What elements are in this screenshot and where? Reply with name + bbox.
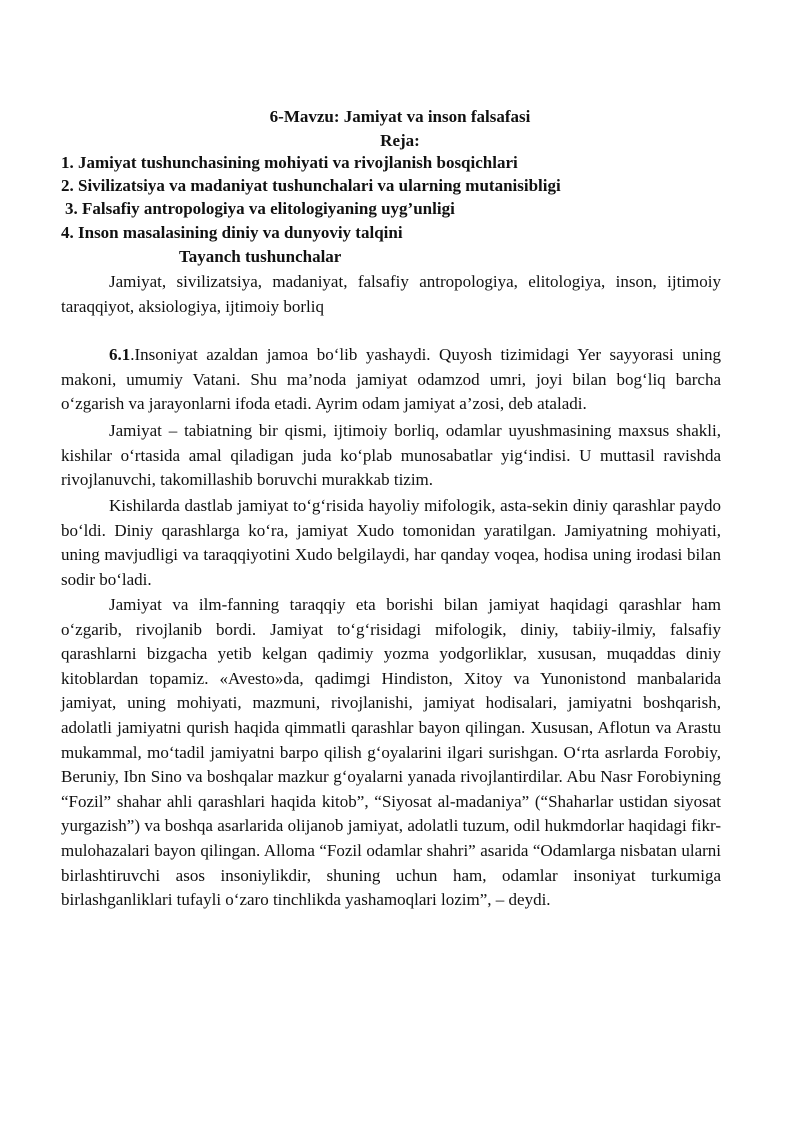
key-concepts-text bbox=[61, 270, 721, 319]
paragraph-1 bbox=[61, 343, 721, 417]
paragraph-3-text: Kishilarda dastlab jamiyat to‘g‘risida hayoliy mifologik, asta-sekin diniy qarashlar paydo bo‘ldi. Diniy qarashlarga ko‘ra, jamiyat Xudo tomonidan yaratilgan. Jamiyatning mohiyati, uning mavjudligi va taraqqiyotini Xudo belgilaydi, har qanday voqea, hodisa uning irodasi bilan sodir bo‘ladi. bbox=[61, 496, 721, 589]
paragraph-4-text: Jamiyat va ilm-fanning taraqqiy eta borishi bilan jamiyat haqidagi qarashlar ham o‘zgarib, rivojlanib bordi. Jamiyat to‘g‘risidagi mifologik, diniy, tabiiy-ilmiy, falsafiy qarashlarni bizgacha yetib kelgan qadimiy yozma yodgorliklar, xususan, muqaddas diniy kitoblardan topamiz. «Avesto»da, qadimgi Hindiston, Xitoy va Yunonistond manbalarida jamiyat, uning mohiyati, mazmuni, rivojlanishi, jamiyat hodisalari, jamiyatni boshqarish, adolatli jamiyatni qurish haqida qimmatli qarashlar bayon qilingan. Xususan, Aflotun va Arastu mukammal, mo‘tadil jamiyatni barpo qilish g‘oyalarini ilgari surishgan. O‘rta asrlarda Forobiy, Beruniy, Ibn Sino va boshqalar mazkur g‘oyalarni yanada rivojlantirdilar. Abu Nasr Forobiyning “Fozil” shahar ahli qarashlari haqida kitob”, “Siyosat al-madaniya” (“Shaharlar ustidan siyosat yurgazish”) va boshqa asarlarida olijanob jamiyat, adolatli tuzum, odil hukmdorlar haqidagi fikr-mulohazalari bayon qilingan. Alloma “Fozil odamlar shahri” asarida “Odamlarga nisbatan ularni birlashtiruvchi asos insoniylikdir, shuning uchun ham, odamlar insoniyat turkumiga birlashganliklari tufayli o‘zaro tinchlikda yashamoqlari lozim”, – deydi. bbox=[61, 595, 721, 910]
paragraph-4 bbox=[61, 593, 721, 913]
paragraph-1-text: .Insoniyat azaldan jamoa bo‘lib yashaydi. Quyosh tizimidagi Yer sayyorasi uning makoni, umumiy Vatani. Shu ma’noda jamiyat odamzod umri, joyi bilan bog‘liq barcha o‘zgarish va jarayonlarni ifoda etadi. Ayrim odam jamiyat a’zosi, deb ataladi. bbox=[61, 345, 721, 414]
section-number: 6.1 bbox=[109, 345, 131, 364]
paragraph-2-text: Jamiyat – tabiatning bir qismi, ijtimoiy borliq, odamlar uyushmasining maxsus shakli, kishilar o‘rtasida amal qiladigan juda ko‘plab munosabatlar yig‘indisi. U muttasil ravishda rivojlanuvchi, takomillashib boruvchi murakkab tizim. bbox=[61, 421, 721, 490]
key-concepts-body: Jamiyat, sivilizatsiya, madaniyat, falsafiy antropologiya, elitologiya, inson, ijtimoiy taraqqiyot, aksiologiya, ijtimoiy borliq bbox=[61, 272, 721, 316]
plan-item: 3. Falsafiy antropologiya va elitologiyaning uyg’unligi bbox=[65, 199, 455, 218]
paragraph-3 bbox=[61, 494, 721, 592]
page-title: 6-Mavzu: Jamiyat va inson falsafasi bbox=[269, 107, 531, 126]
plan-item: 4. Inson masalasining diniy va dunyoviy talqini bbox=[61, 223, 403, 242]
key-concepts-heading: Tayanch tushunchalar bbox=[179, 247, 342, 266]
paragraph-2 bbox=[61, 419, 721, 493]
plan-label: Reja: bbox=[380, 131, 420, 150]
plan-item: 1. Jamiyat tushunchasining mohiyati va rivojlanish bosqichlari bbox=[61, 153, 518, 172]
plan-item: 2. Sivilizatsiya va madaniyat tushunchalari va ularning mutanisibligi bbox=[61, 176, 561, 195]
